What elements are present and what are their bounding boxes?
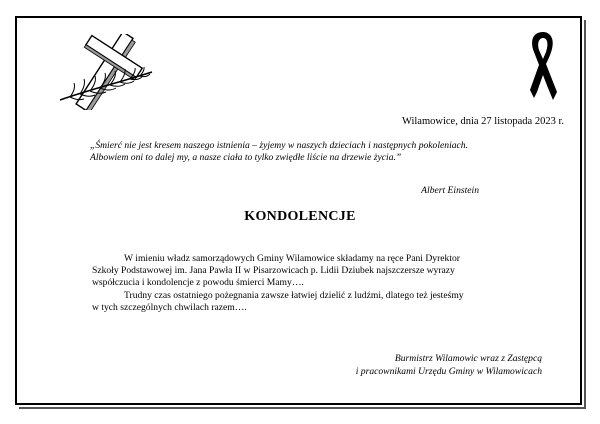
body-line: W imieniu władz samorządowych Gminy Wilamowice składamy na ręce Pani Dyrektor — [124, 253, 461, 264]
quote — [90, 140, 530, 164]
quote-line: „Śmierć nie jest kresem naszego istnienia – żyjemy w naszych dzieciach i następnych pokoleniach. — [90, 140, 468, 151]
signature-line: Burmistrz Wilamowic wraz z Zastępcą — [394, 353, 542, 364]
dateline: Wilamowice, dnia 27 listopada 2023 r. — [401, 116, 564, 127]
body-line: Szkoły Podstawowej im. Jana Pawła II w Pisarzowicach p. Lidii Dziubek najszczersze wyrazy — [92, 265, 455, 277]
condolence-body — [92, 253, 522, 314]
quote-author: Albert Einstein — [421, 185, 479, 196]
cross-with-palm-icon — [40, 34, 168, 110]
signature-line: i pracownikami Urzędu Gminy w Wilamowicach — [355, 366, 542, 377]
body-line: w tych szczególnych chwilach razem…. — [92, 301, 247, 313]
body-line: Trudny czas ostatniego pożegnania zawsze łatwiej dzielić z ludźmi, dlatego też jesteśmy — [124, 289, 464, 301]
body-line: współczucia i kondolencje z powodu śmierci Mamy…. — [92, 277, 304, 289]
black-mourning-ribbon-icon — [526, 28, 560, 102]
page-title: KONDOLENCJE — [244, 209, 356, 224]
quote-line: Albowiem oni to dalej my, a nasze ciała to tylko zwiędłe liście na drzewie życia.” — [90, 152, 402, 163]
signature — [356, 352, 542, 378]
